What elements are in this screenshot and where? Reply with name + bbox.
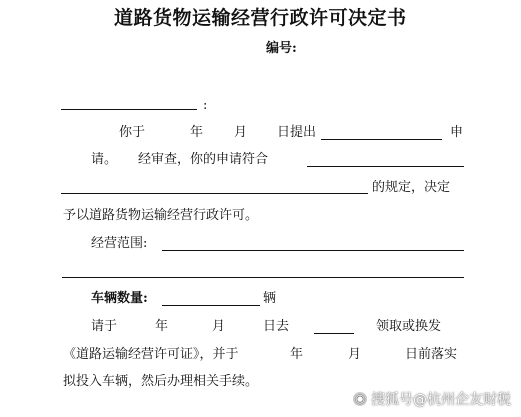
scope-label: 经营范围: (91, 236, 148, 251)
text-qing: 请。 (91, 152, 118, 167)
text-nian: 年 (190, 125, 204, 140)
text-nian-2: 年 (155, 319, 169, 334)
text-yuxu: 予以道路货物运输经营行政许可。 (63, 208, 259, 223)
scope-blank-1 (162, 250, 464, 251)
vehicle-count-label: 车辆数量: (91, 291, 148, 306)
text-lingqu: 领取或换发 (376, 319, 442, 334)
document-title: 道路货物运输经营行政许可决定书 (114, 7, 407, 29)
text-yue: 月 (234, 125, 248, 140)
document-number-label: 编号: (266, 41, 297, 56)
text-de-guiding: 的规定，决定 (372, 180, 451, 195)
text-ri-tichu: 日提出 (277, 125, 317, 140)
regulation-blank-2 (61, 193, 368, 194)
watermark-text: 搜狐号@杭州企友财税 (371, 392, 511, 408)
text-jingshencha: 经审查，你的申请符合 (138, 152, 269, 167)
vehicle-unit: 辆 (263, 291, 277, 306)
vehicle-count-blank (162, 305, 260, 306)
watermark (353, 389, 511, 409)
text-permit: 《道路运输经营许可证》，并于 (63, 347, 239, 362)
text-ri-qian: 日前落实 (405, 347, 458, 362)
sohu-logo-icon: ◉ (353, 392, 367, 406)
scope-blank-2 (62, 277, 464, 278)
office-blank (314, 333, 354, 334)
text-last: 拟投入车辆，然后办理相关手续。 (63, 374, 259, 389)
application-blank (321, 139, 442, 140)
recipient-colon: : (203, 98, 208, 113)
text-qing-yu: 请于 (91, 319, 118, 334)
text-nian-3: 年 (290, 347, 304, 362)
text-ri-qu: 日去 (263, 319, 290, 334)
text-ni-yu: 你于 (119, 125, 146, 140)
text-shen: 申 (450, 125, 464, 140)
text-yue-2: 月 (212, 319, 226, 334)
text-yue-3: 月 (348, 347, 362, 362)
recipient-blank (61, 109, 197, 110)
regulation-blank-1 (307, 166, 464, 167)
